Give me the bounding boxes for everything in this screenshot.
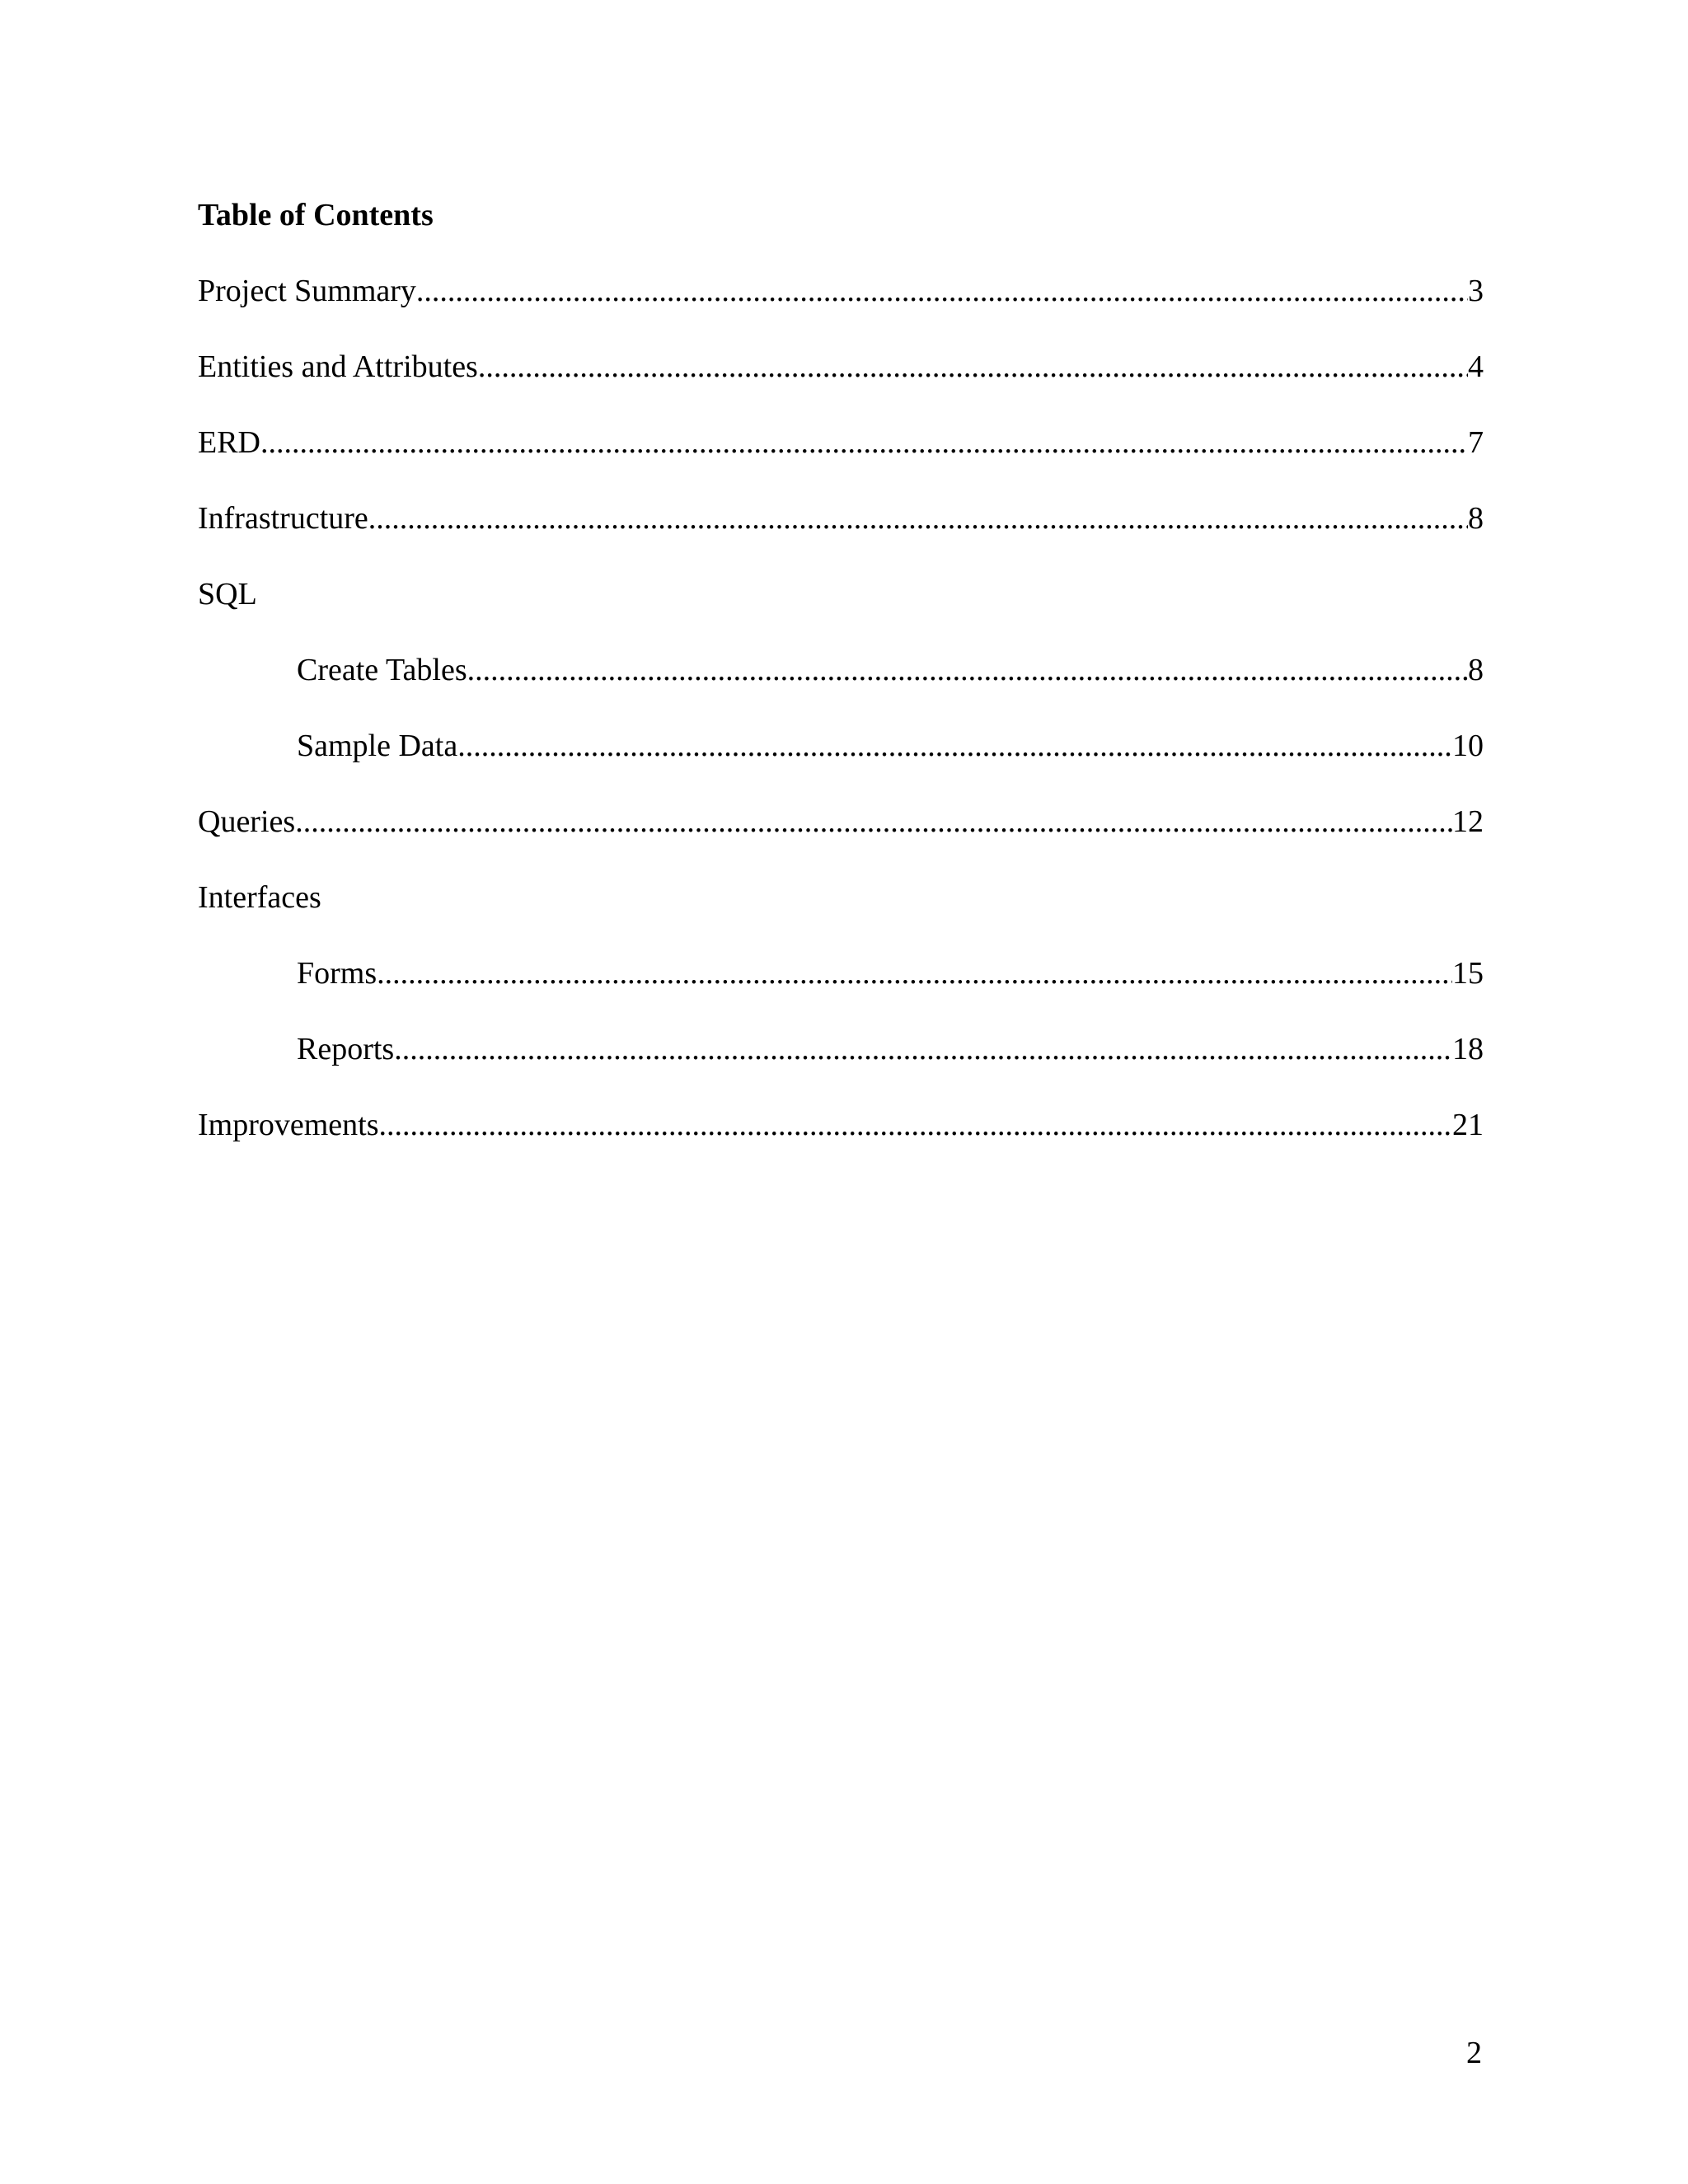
toc-entry-erd[interactable] — [198, 422, 1484, 498]
toc-entry-label: Sample Data — [297, 729, 458, 763]
toc-entry-infrastructure[interactable] — [198, 498, 1484, 574]
toc-entry-label: Create Tables — [297, 653, 467, 687]
page-number: 2 — [1466, 2036, 1482, 2070]
toc-section-sql — [198, 574, 1484, 649]
toc-entry-label: ERD — [198, 425, 260, 460]
toc-entry-entities-and-attributes[interactable] — [198, 346, 1484, 422]
dot-leader — [377, 953, 1452, 994]
toc-entry-label: Improvements — [198, 1108, 379, 1142]
toc-entry-label: Infrastructure — [198, 501, 368, 536]
toc-entry-sample-data[interactable] — [198, 725, 1484, 801]
dot-leader — [394, 1029, 1452, 1070]
toc-entry-page: 7 — [1468, 425, 1484, 460]
dot-leader — [379, 1104, 1452, 1146]
toc-entry-page: 8 — [1468, 501, 1484, 536]
toc-entry-create-tables[interactable] — [198, 649, 1484, 725]
toc-entry-page: 12 — [1452, 804, 1484, 839]
toc-entry-label: Queries — [198, 804, 296, 839]
dot-leader — [295, 801, 1452, 842]
dot-leader — [467, 649, 1468, 691]
toc-title: Table of Contents — [198, 198, 434, 232]
toc-entry-reports[interactable] — [198, 1029, 1484, 1104]
toc-section-interfaces — [198, 877, 1484, 953]
toc-section-label: SQL — [198, 577, 257, 612]
toc-entry-page: 21 — [1452, 1108, 1484, 1142]
dot-leader — [416, 270, 1468, 312]
toc-entry-page: 3 — [1468, 274, 1484, 308]
toc-entry-page: 4 — [1468, 349, 1484, 384]
toc-entry-forms[interactable] — [198, 953, 1484, 1029]
toc-entry-page: 8 — [1468, 653, 1484, 687]
dot-leader — [260, 422, 1468, 463]
dot-leader — [457, 725, 1452, 766]
toc-entry-page: 15 — [1452, 956, 1484, 991]
toc-entry-label: Reports — [297, 1032, 395, 1066]
toc-entry-page: 18 — [1452, 1032, 1484, 1066]
toc-entry-label: Project Summary — [198, 274, 416, 308]
toc-list — [198, 270, 1484, 1180]
toc-entry-project-summary[interactable] — [198, 270, 1484, 346]
dot-leader — [478, 346, 1468, 387]
toc-section-label: Interfaces — [198, 880, 321, 915]
toc-entry-page: 10 — [1452, 729, 1484, 763]
dot-leader — [368, 498, 1468, 539]
toc-entry-improvements[interactable] — [198, 1104, 1484, 1180]
toc-entry-queries[interactable] — [198, 801, 1484, 877]
toc-entry-label: Entities and Attributes — [198, 349, 478, 384]
toc-entry-label: Forms — [297, 956, 377, 991]
